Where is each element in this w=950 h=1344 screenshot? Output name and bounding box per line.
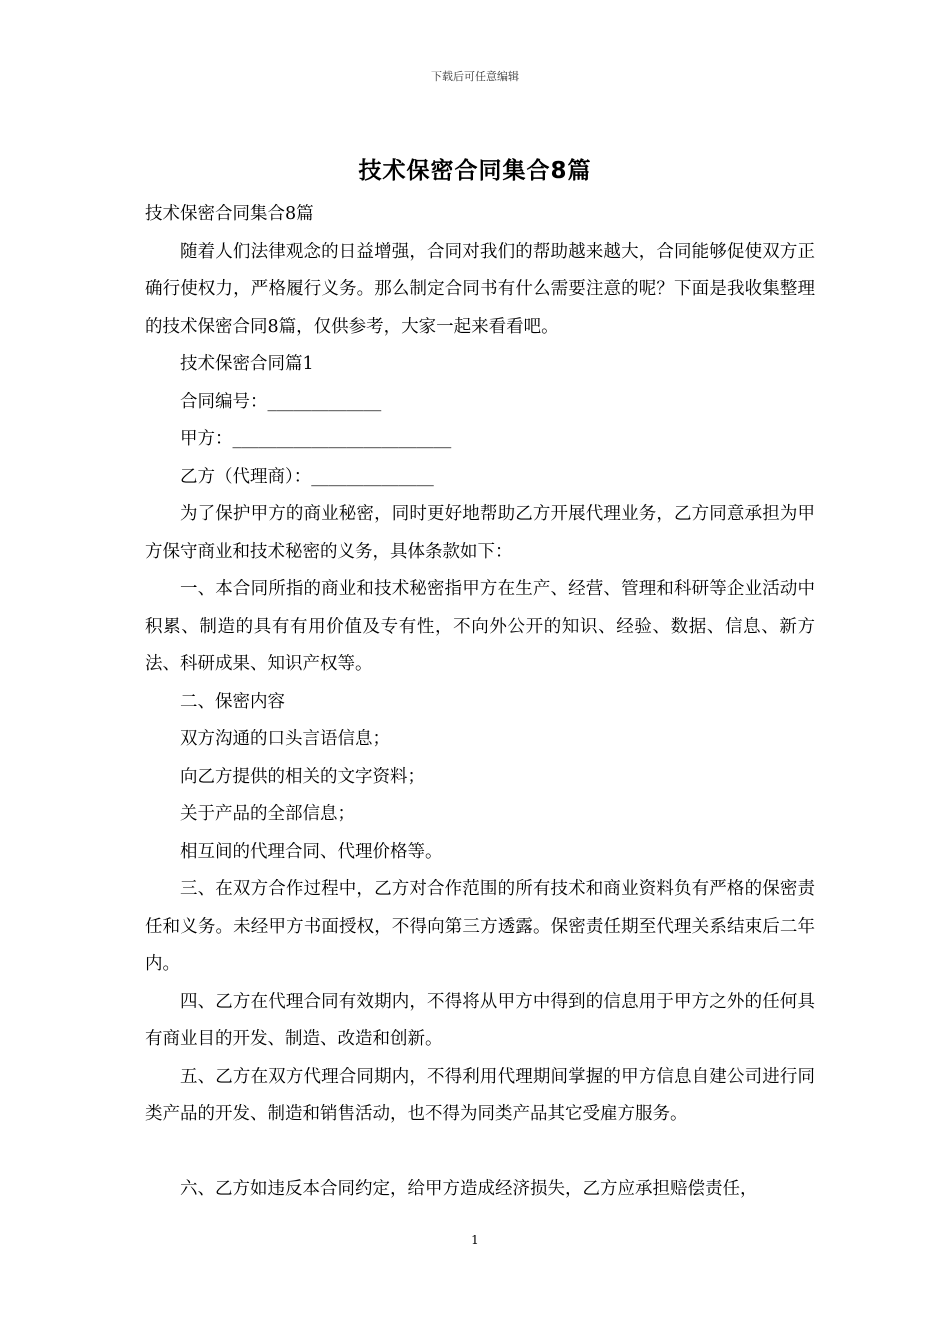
document-body <box>145 196 815 1208</box>
subtitle-paragraph: 技术保密合同集合8篇 <box>145 204 314 224</box>
clause-2-item: 关于产品的全部信息； <box>180 804 355 824</box>
party-a-line: 甲方：_________________________ <box>180 429 452 449</box>
document-title: 技术保密合同集合8篇 <box>358 158 592 184</box>
intro-paragraph: 随着人们法律观念的日益增强，合同对我们的帮助越来越大，合同能够促使双方正确行使权力，严格履行义务。那么制定合同书有什么需要注意的呢？下面是我收集整理的技术保密合同8篇，仅供参考，大家一起来看看吧。 <box>145 241 815 337</box>
clause-4: 四、乙方在代理合同有效期内，不得将从甲方中得到的信息用于甲方之外的任何具有商业目的开发、制造、改造和创新。 <box>145 991 815 1049</box>
paragraph-gap <box>145 1134 815 1171</box>
header-note: 下载后可任意编辑 <box>431 70 519 83</box>
clause-2-heading: 二、保密内容 <box>180 691 285 712</box>
clause-3: 三、在双方合作过程中，乙方对合作范围的所有技术和商业资料负有严格的保密责任和义务。未经甲方书面授权，不得向第三方透露。保密责任期至代理关系结束后二年内。 <box>145 879 815 974</box>
section-heading: 技术保密合同篇1 <box>180 354 314 374</box>
clause-2-item: 向乙方提供的相关的文字资料； <box>180 766 425 787</box>
page-number: 1 <box>471 1233 479 1247</box>
clause-1: 一、本合同所指的商业和技术秘密指甲方在生产、经营、管理和科研等企业活动中积累、制造的具有有用价值及专有性，不向外公开的知识、经验、数据、信息、新方法、科研成果、知识产权等。 <box>145 579 815 674</box>
preamble-paragraph: 为了保护甲方的商业秘密，同时更好地帮助乙方开展代理业务，乙方同意承担为甲方保守商业和技术秘密的义务，具体条款如下： <box>145 504 815 562</box>
clause-6: 六、乙方如违反本合同约定，给甲方造成经济损失，乙方应承担赔偿责任， <box>180 1178 758 1199</box>
party-b-line: 乙方（代理商）：______________ <box>180 466 434 487</box>
clause-5: 五、乙方在双方代理合同期内，不得利用代理期间掌握的甲方信息自建公司进行同类产品的开发、制造和销售活动，也不得为同类产品其它受雇方服务。 <box>145 1066 815 1124</box>
contract-number-line: 合同编号：_____________ <box>180 391 382 412</box>
clause-2-item: 双方沟通的口头言语信息； <box>180 729 390 749</box>
clause-2-item: 相互间的代理合同、代理价格等。 <box>180 841 443 862</box>
